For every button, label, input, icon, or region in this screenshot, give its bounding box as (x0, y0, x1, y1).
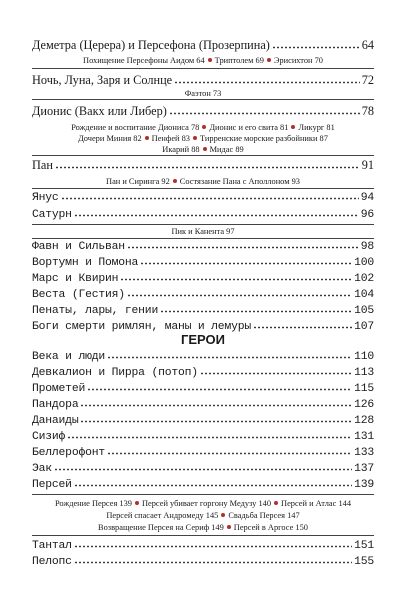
toc-entry (32, 366, 374, 380)
entry-page: 126 (354, 399, 374, 411)
toc-entry (32, 446, 374, 460)
bullet-dot (193, 136, 197, 140)
subtopics-line (20, 133, 386, 144)
subtopics-line (20, 144, 386, 155)
dot-leader (74, 539, 352, 548)
bullet-dot (135, 501, 139, 505)
subtopic: Похищение Персефоны Аидом 64 (83, 56, 205, 65)
entry-title: Янус (32, 192, 59, 204)
subtopics-line (20, 510, 386, 521)
entry-title: Девкалион и Пирра (потоп) (32, 367, 198, 379)
toc-entry (32, 158, 374, 172)
dot-leader (160, 304, 352, 313)
entry-page: 115 (354, 383, 374, 395)
subtopic: Рождение и воспитание Диониса 78 (71, 123, 200, 132)
entry-page: 131 (354, 431, 374, 443)
subtopics-line (20, 55, 386, 66)
subtopic: Триптолем 69 (214, 56, 264, 65)
toc-entry (32, 240, 374, 254)
entry-title: Марс и Квирин (32, 273, 119, 285)
subtopic: Дионис и его свита 81 (209, 123, 289, 132)
entry-title: Тантал (32, 540, 72, 552)
toc-entry (32, 208, 374, 222)
entry-page: 104 (354, 289, 374, 301)
toc-entry (32, 539, 374, 553)
toc-entry (32, 73, 374, 87)
subtopics-line (20, 176, 386, 187)
entry-title: Беллерофонт (32, 447, 105, 459)
subtopics-line (20, 498, 386, 509)
subtopic: Пан и Сиринга 92 (106, 177, 170, 186)
dot-leader (200, 366, 352, 375)
subtopic: Персей и Атлас 144 (281, 499, 352, 508)
entry-page: 137 (354, 463, 374, 475)
entry-title: Фавн и Сильван (32, 241, 125, 253)
bullet-dot (202, 125, 206, 129)
toc-entry (32, 430, 374, 444)
divider (32, 535, 374, 536)
bullet-dot (267, 58, 271, 62)
entry-page: 155 (354, 556, 374, 568)
entry-title: Эак (32, 463, 52, 475)
toc-entry (32, 272, 374, 286)
toc-entry (32, 288, 374, 302)
entry-title: Боги смерти римлян, маны и лемуры (32, 321, 251, 333)
toc-entry (32, 38, 374, 52)
entry-page: 113 (354, 367, 374, 379)
toc-entry (32, 350, 374, 364)
entry-page: 98 (360, 241, 374, 253)
subtopic: Ликург 81 (298, 123, 335, 132)
entry-title: Пенаты, лары, гении (32, 305, 159, 317)
bullet-dot (221, 513, 225, 517)
toc-entry (32, 382, 374, 396)
subtopic: Персей убивает горгону Медузу 140 (141, 499, 272, 508)
bullet-dot (274, 501, 278, 505)
subtopic: Возвращение Персея на Сериф 149 (98, 523, 224, 532)
subtopic: Тирренские морские разбойники 87 (200, 134, 328, 143)
dot-leader (74, 555, 352, 564)
subtopic: Пенфей 83 (151, 134, 190, 143)
entry-page: 64 (361, 38, 374, 52)
dot-leader (87, 382, 352, 391)
dot-leader (253, 320, 352, 329)
dot-leader (54, 462, 352, 471)
dot-leader (67, 430, 352, 439)
divider (32, 155, 374, 156)
dot-leader (74, 478, 352, 487)
toc-entry (32, 478, 374, 492)
entry-page: 78 (361, 104, 374, 118)
dot-leader (107, 350, 352, 359)
entry-page: 151 (354, 540, 374, 552)
entry-title: Вортумн и Помона (32, 257, 139, 269)
dot-leader (80, 414, 352, 423)
bullet-dot (173, 179, 177, 183)
toc-entry (32, 414, 374, 428)
subtopic: Пик и Канента 97 (171, 227, 235, 236)
toc-entry (32, 398, 374, 412)
entry-page: 128 (354, 415, 374, 427)
entry-page: 91 (361, 158, 374, 172)
entry-title: Пандора (32, 399, 79, 411)
entry-title: Прометей (32, 383, 86, 395)
toc-entry (32, 191, 374, 205)
subtopic: Фаэтон 73 (184, 89, 222, 98)
entry-page: 139 (354, 479, 374, 491)
bullet-dot (203, 147, 207, 151)
entry-page: 102 (354, 273, 374, 285)
dot-leader (127, 240, 359, 249)
entry-page: 110 (354, 351, 374, 363)
entry-title: Дионис (Вакх или Либер) (32, 104, 167, 118)
entry-page: 96 (360, 209, 374, 221)
subtopic: Эрисихтон 70 (273, 56, 323, 65)
bullet-dot (291, 125, 295, 129)
entry-page: 100 (354, 257, 374, 269)
subtopic: Персей в Аргосе 150 (233, 523, 308, 532)
subtopic: Персей спасает Андромеду 145 (106, 511, 219, 520)
subtopic: Рождение Персея 139 (54, 499, 132, 508)
divider (32, 224, 374, 225)
entry-page: 94 (360, 192, 374, 204)
divider (32, 188, 374, 189)
subtopic: Мидас 89 (209, 145, 244, 154)
entry-title: Данаиды (32, 415, 79, 427)
entry-title: Персей (32, 479, 72, 491)
toc-entry (32, 462, 374, 476)
divider (32, 494, 374, 495)
entry-title: Пелопс (32, 556, 72, 568)
dot-leader (120, 272, 352, 281)
dot-leader (174, 75, 360, 84)
entry-title: Пан (32, 158, 53, 172)
dot-leader (107, 446, 352, 455)
subtopics-line (20, 122, 386, 133)
entry-page: 133 (354, 447, 374, 459)
dot-leader (80, 398, 352, 407)
divider (32, 99, 374, 100)
entry-title: Ночь, Луна, Заря и Солнце (32, 73, 173, 87)
subtopic: Свадьба Персея 147 (228, 511, 300, 520)
dot-leader (61, 191, 359, 200)
dot-leader (127, 288, 352, 297)
entry-title: Сатурн (32, 209, 72, 221)
dot-leader (169, 106, 360, 115)
toc-entry (32, 304, 374, 318)
dot-leader (74, 208, 359, 217)
toc-entry (32, 256, 374, 270)
subtopics-line (20, 226, 386, 237)
bullet-dot (145, 136, 149, 140)
dot-leader (140, 256, 352, 265)
entry-page: 105 (354, 305, 374, 317)
section-heading: ГЕРОИ (181, 332, 225, 347)
entry-title: Века и люди (32, 351, 105, 363)
toc-entry (32, 104, 374, 118)
divider (32, 238, 374, 239)
subtopics-line (20, 522, 386, 533)
bullet-dot (227, 525, 231, 529)
subtopic: Дочери Миния 82 (78, 134, 142, 143)
subtopic: Икарий 88 (162, 145, 200, 154)
entry-page: 107 (354, 321, 374, 333)
dot-leader (272, 40, 360, 49)
entry-title: Сизиф (32, 431, 66, 443)
entry-title: Деметра (Церера) и Персефона (Прозерпина) (32, 38, 270, 52)
subtopic: Состязание Пана с Аполлоном 93 (179, 177, 300, 186)
divider (32, 68, 374, 69)
toc-entry (32, 555, 374, 569)
bullet-dot (208, 58, 212, 62)
entry-page: 72 (361, 73, 374, 87)
entry-title: Веста (Гестия) (32, 289, 125, 301)
dot-leader (55, 160, 360, 169)
subtopics-line (20, 88, 386, 99)
